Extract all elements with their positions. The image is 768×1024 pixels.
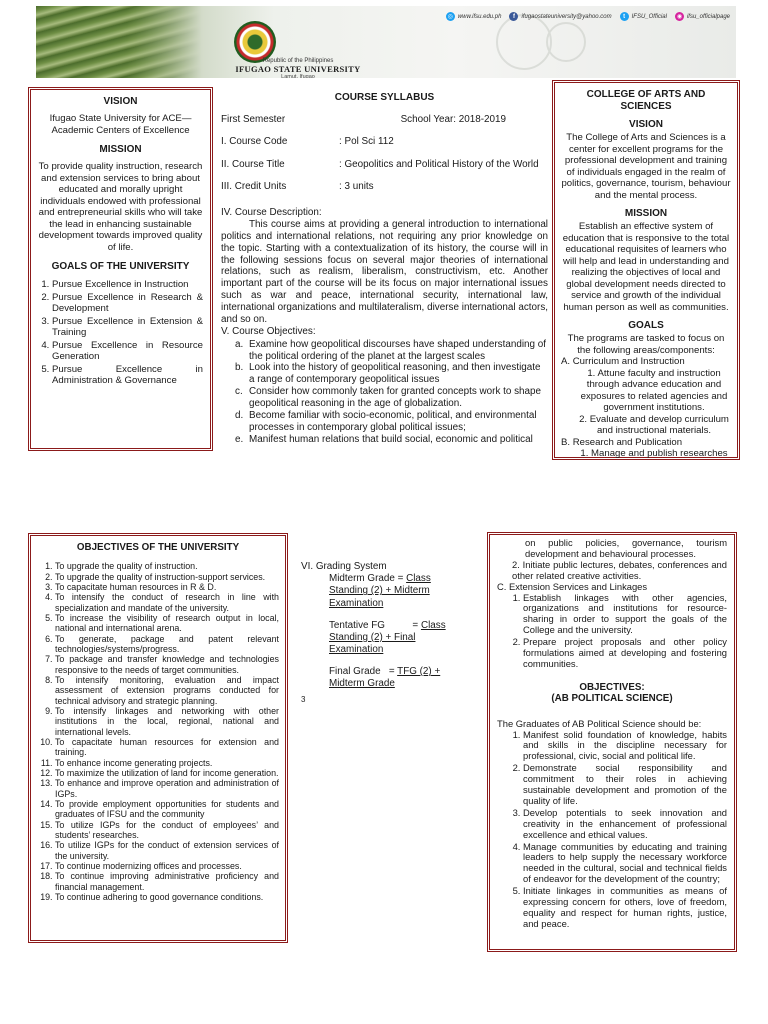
goals-heading: GOALS OF THE UNIVERSITY (51, 261, 190, 272)
list-item: 8. To intensify monitoring, evaluation and impact assessment of extension programs conducted for technical advisory and strategic planning. (55, 675, 279, 706)
course-objectives-list (221, 339, 548, 446)
list-item: b. Look into the history of geopolitical reasoning, and then investigate a range of contemporary geopolitical issues (235, 362, 541, 386)
building-watermark (436, 12, 656, 72)
list-item: 9. To intensify linkages and networking with other institutions in the local, regional, national and international levels. (55, 706, 279, 737)
curriculum-heading: A. Curriculum and Instruction (561, 356, 685, 367)
social-links (446, 12, 730, 21)
social-facebook[interactable]: f ifugaostateuniversity@yahoo.com (509, 12, 611, 21)
extension-heading: C. Extension Services and Linkages (497, 580, 648, 592)
globe-icon: ◎ (447, 14, 453, 20)
social-website[interactable]: ◎ www.ifsu.edu.ph (447, 13, 502, 20)
college-mission-text: Establish an effective system of education that is responsive to the total educational requisites of learners who will help and lead in understanding and realizing the objectives of local and global development needs directed to service and growth of the individual human person as well as communities. (562, 221, 730, 313)
list-item: 3. To capacitate human resources in R & D. (55, 582, 279, 592)
final-formula-row: Final Grade = TFG (2) + Midterm Grade (329, 666, 441, 690)
vision-heading: VISION (103, 96, 138, 107)
list-item: 2. To upgrade the quality of instruction-support services. (55, 572, 279, 582)
research-heading: B. Research and Publication (561, 436, 683, 448)
list-item: 4. Pursue Excellence in Resource Generation (52, 340, 203, 363)
list-item: 3. Pursue Excellence in Extension & Training (52, 316, 203, 339)
continued-item-2: 2. Initiate public lectures, debates, conferences and other related creative activities. (512, 558, 727, 581)
university-objectives-list (37, 561, 279, 902)
college-goals-heading: GOALS (628, 320, 664, 331)
semester-row (221, 114, 548, 136)
objectives-subheading: (AB POLITICAL SCIENCE) (551, 693, 673, 705)
goals-list (38, 279, 203, 387)
list-item: 2. Pursue Excellence in Research & Development (52, 292, 203, 315)
university-location: Lamut, Ifugao (281, 74, 315, 78)
mission-text: To provide quality instruction, research and extension services to bring about educated and morally upright individuals endowed with professional and entrepreneurial skills who will take the lead in enhancing sustainable development towards improved quality of life. (38, 161, 203, 253)
social-twitter[interactable]: t IFSU_Official (620, 12, 667, 21)
list-item: 14. To provide employment opportunities for students and graduates of IFSU and the community (55, 799, 279, 820)
course-title-row: II. Course Title : Geopolitics and Political History of the World (221, 158, 539, 170)
semester-text: First Semester (221, 114, 286, 125)
continued-text: on public policies, governance, tourism development and behavioural processes. (525, 537, 727, 559)
course-description-heading: IV. Course Description: (221, 207, 322, 218)
list-item: 1. Manage and publish researches (580, 448, 728, 459)
university-name: IFUGAO STATE UNIVERSITY (235, 64, 361, 74)
list-item: 13. To enhance and improve operation and administration of IGPs. (55, 778, 279, 799)
extension-objectives-box (487, 532, 737, 952)
list-item: 1. To upgrade the quality of instruction. (55, 561, 279, 571)
course-description-text: This course aims at providing a general introduction to international politics and international relations, not requiring any prior knowledge on the topic. Starting with a contextualization of its history, the course will in the following sessions focus on several major theories of international relations, such as realism, liberalism, constructivism, etc. Another important part of the course will be its focus on major international issues such as war and peace, international security, international law, international organizations and multilateralism, diverse international actors, and so on. (221, 218, 548, 325)
list-item: 2. Prepare project proposals and other policy formulations aimed at developing and fostering communities. (523, 637, 727, 670)
vision-text: Ifugao State University for ACE—Academic Centers of Excellence (49, 113, 192, 136)
college-heading: COLLEGE OF ARTS AND SCIENCES (586, 89, 706, 112)
graduates-intro: The Graduates of AB Political Science should be: (497, 717, 702, 729)
instagram-icon: ◉ (676, 14, 683, 20)
grading-heading: VI. Grading System (301, 561, 387, 572)
list-item: 4. Manage communities by educating and training leaders to help supply the necessary workforce needed in the cultural, social and technical fields of endeavor for the development of the country; (523, 842, 727, 886)
list-item: 15. To utilize IGPs for the conduct of employees’ and students’ researches. (55, 820, 279, 841)
list-item: 17. To continue modernizing offices and processes. (55, 861, 279, 871)
university-objectives-heading: OBJECTIVES OF THE UNIVERSITY (76, 542, 240, 553)
header-banner (36, 6, 736, 78)
list-item: 10. To capacitate human resources for extension and training. (55, 737, 279, 758)
vision-mission-box (28, 87, 213, 451)
list-item: 4. To intensify the conduct of research in line with specialization and mandate of the university. (55, 592, 279, 613)
objectives-heading: OBJECTIVES: (579, 681, 645, 693)
list-item: 7. To package and transfer knowledge and technologies responsive to the needs of target communities. (55, 654, 279, 675)
list-item: 1. Manifest solid foundation of knowledge, habits and skills in the discipline necessary for professional, civic, social and political life. (523, 730, 727, 763)
tentative-formula-row: Tentative FG = Class Standing (2) + Final Examination (329, 619, 446, 656)
list-item: 2. Demonstrate social responsibility and commitment to their roles in achieving sustainable development and promotion of the quality of life. (523, 763, 727, 807)
mission-heading: MISSION (99, 144, 142, 155)
midterm-formula-row: Midterm Grade = Class Standing (2) + Midterm Examination (329, 573, 431, 609)
course-objectives-heading: V. Course Objectives: (221, 325, 316, 337)
university-seal-logo (234, 21, 276, 63)
list-item: 18. To continue improving administrative proficiency and financial management. (55, 871, 279, 892)
list-item: 12. To maximize the utilization of land for income generation. (55, 768, 279, 778)
rice-terrace-image (36, 6, 201, 78)
college-mission-heading: MISSION (624, 208, 668, 219)
list-item: d. Become familiar with socio-economic, political, and environmental processes in contemporary global political issues; (235, 409, 537, 433)
course-code-row: I. Course Code : Pol Sci 112 (221, 136, 394, 147)
list-item: 1. Attune faculty and instruction through advance education and exposures to related agencies and government institutions. (580, 367, 728, 413)
list-item: 1. Establish linkages with other agencies, organizations and institutions for resource-sharing in order to support the goals of the College and the university. (523, 593, 727, 637)
graduates-list (497, 730, 727, 930)
curriculum-list (561, 368, 731, 437)
list-item: e. Manifest human relations that build social, economic and political (235, 433, 533, 445)
university-objectives-box (28, 533, 288, 943)
college-box (552, 80, 740, 460)
list-item: c. Consider how commonly taken for granted concepts work to shape geopolitical reasoning in the age of globalization. (235, 386, 542, 409)
list-item: 11. To enhance income generating projects. (55, 758, 279, 768)
syllabus-title: COURSE SYLLABUS (334, 92, 435, 103)
credit-units-row: III. Credit Units : 3 units (221, 181, 374, 192)
college-vision-text: The College of Arts and Sciences is a center for excellent programs for the professional development and training of individuals engaged in the realm of politics, governance, tourism, behaviour and the mental process. (561, 132, 731, 201)
list-item: a. Examine how geopolitical discourses have shaped understanding of the political ordering of the planet at the largest scales (235, 338, 546, 362)
formula-denominator: 3 (301, 694, 306, 704)
social-instagram[interactable]: ◉ ifsu_officialpage (676, 13, 730, 20)
list-item: 5. Pursue Excellence in Administration & Governance (52, 364, 203, 387)
facebook-icon: f (509, 12, 518, 21)
extension-list (497, 593, 727, 670)
twitter-icon: t (620, 12, 629, 21)
list-item: 5. Initiate linkages in communities as means of expressing concern for others, love of freedom, equality and respect for human rights, justice, and peace. (523, 886, 727, 930)
list-item: 2. Evaluate and develop curriculum and instructional materials. (579, 413, 729, 436)
list-item: 5. To increase the visibility of research output in local, national and international arena. (55, 613, 279, 634)
list-item: 19. To continue adhering to good governance conditions. (55, 892, 279, 902)
university-name-block (228, 58, 368, 78)
list-item: 6. To generate, package and patent relevant technologies/systems/progress. (55, 634, 279, 655)
college-goals-intro: The programs are tasked to focus on the following areas/components: (567, 333, 725, 356)
school-year-text: School Year: 2018-2019 (400, 114, 506, 125)
list-item: 1. Pursue Excellence in Instruction (52, 279, 203, 291)
list-item: 3. Develop potentials to seek innovation and creativity in the enhancement of professional excellence and ethical values. (523, 808, 727, 841)
research-list (561, 448, 731, 460)
list-item: 16. To utilize IGPs for the conduct of extension services of the university. (55, 840, 279, 861)
course-syllabus (221, 92, 548, 446)
republic-text: Republic of the Philippines (262, 58, 334, 64)
college-vision-heading: VISION (629, 119, 663, 130)
grading-system (301, 561, 456, 704)
